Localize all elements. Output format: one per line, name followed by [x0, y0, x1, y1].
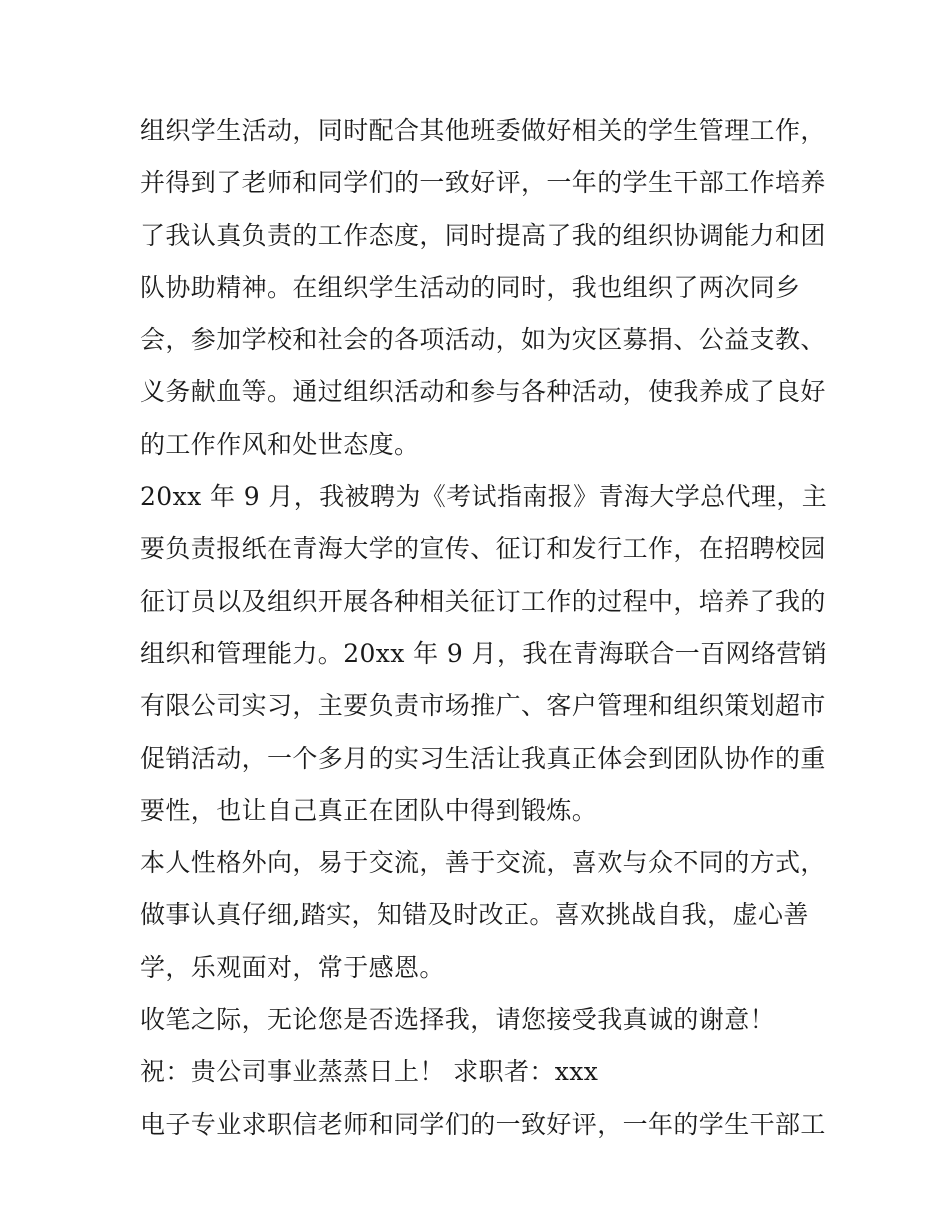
text-line: 20xx 年 9 月，我被聘为《考试指南报》青海大学总代理，主 [140, 482, 828, 512]
document-body [140, 105, 830, 1151]
text-line: 有限公司实习，主要负责市场推广、客户管理和组织策划超市 [140, 691, 826, 721]
text-line: 做事认真仔细,踏实，知错及时改正。喜欢挑战自我，虚心善 [140, 900, 809, 930]
text-line: 征订员以及组织开展各种相关征订工作的过程中，培养了我的 [140, 586, 826, 616]
text-line: 收笔之际，无论您是否选择我，请您接受我真诚的谢意！ [140, 1005, 776, 1035]
text-line: 组织和管理能力。20xx 年 9 月，我在青海联合一百网络营销 [140, 638, 828, 668]
text-line: 学，乐观面对，常于感恩。 [140, 952, 445, 982]
text-line: 祝：贵公司事业蒸蒸日上！ 求职者：xxx [140, 1057, 599, 1087]
text-line: 队协助精神。在组织学生活动的同时，我也组织了两次同乡 [140, 272, 801, 302]
text-line: 本人性格外向，易于交流，善于交流，喜欢与众不同的方式， [140, 848, 826, 878]
text-line: 要性，也让自己真正在团队中得到锻炼。 [140, 795, 598, 825]
text-line: 促销活动，一个多月的实习生活让我真正体会到团队协作的重 [140, 743, 826, 773]
text-line: 会，参加学校和社会的各项活动，如为灾区募捐、公益支教、 [140, 325, 826, 355]
text-line: 义务献血等。通过组织活动和参与各种活动，使我养成了良好 [140, 377, 826, 407]
text-line: 组织学生活动，同时配合其他班委做好相关的学生管理工作， [140, 116, 826, 145]
text-line: 的工作作风和处世态度。 [140, 429, 420, 459]
text-line: 并得到了老师和同学们的一致好评，一年的学生干部工作培养 [140, 168, 826, 198]
text-line: 电子专业求职信老师和同学们的一致好评，一年的学生干部工 [140, 1109, 826, 1139]
text-line: 了我认真负责的工作态度，同时提高了我的组织协调能力和团 [140, 220, 826, 250]
text-line: 要负责报纸在青海大学的宣传、征订和发行工作，在招聘校园 [140, 534, 826, 564]
